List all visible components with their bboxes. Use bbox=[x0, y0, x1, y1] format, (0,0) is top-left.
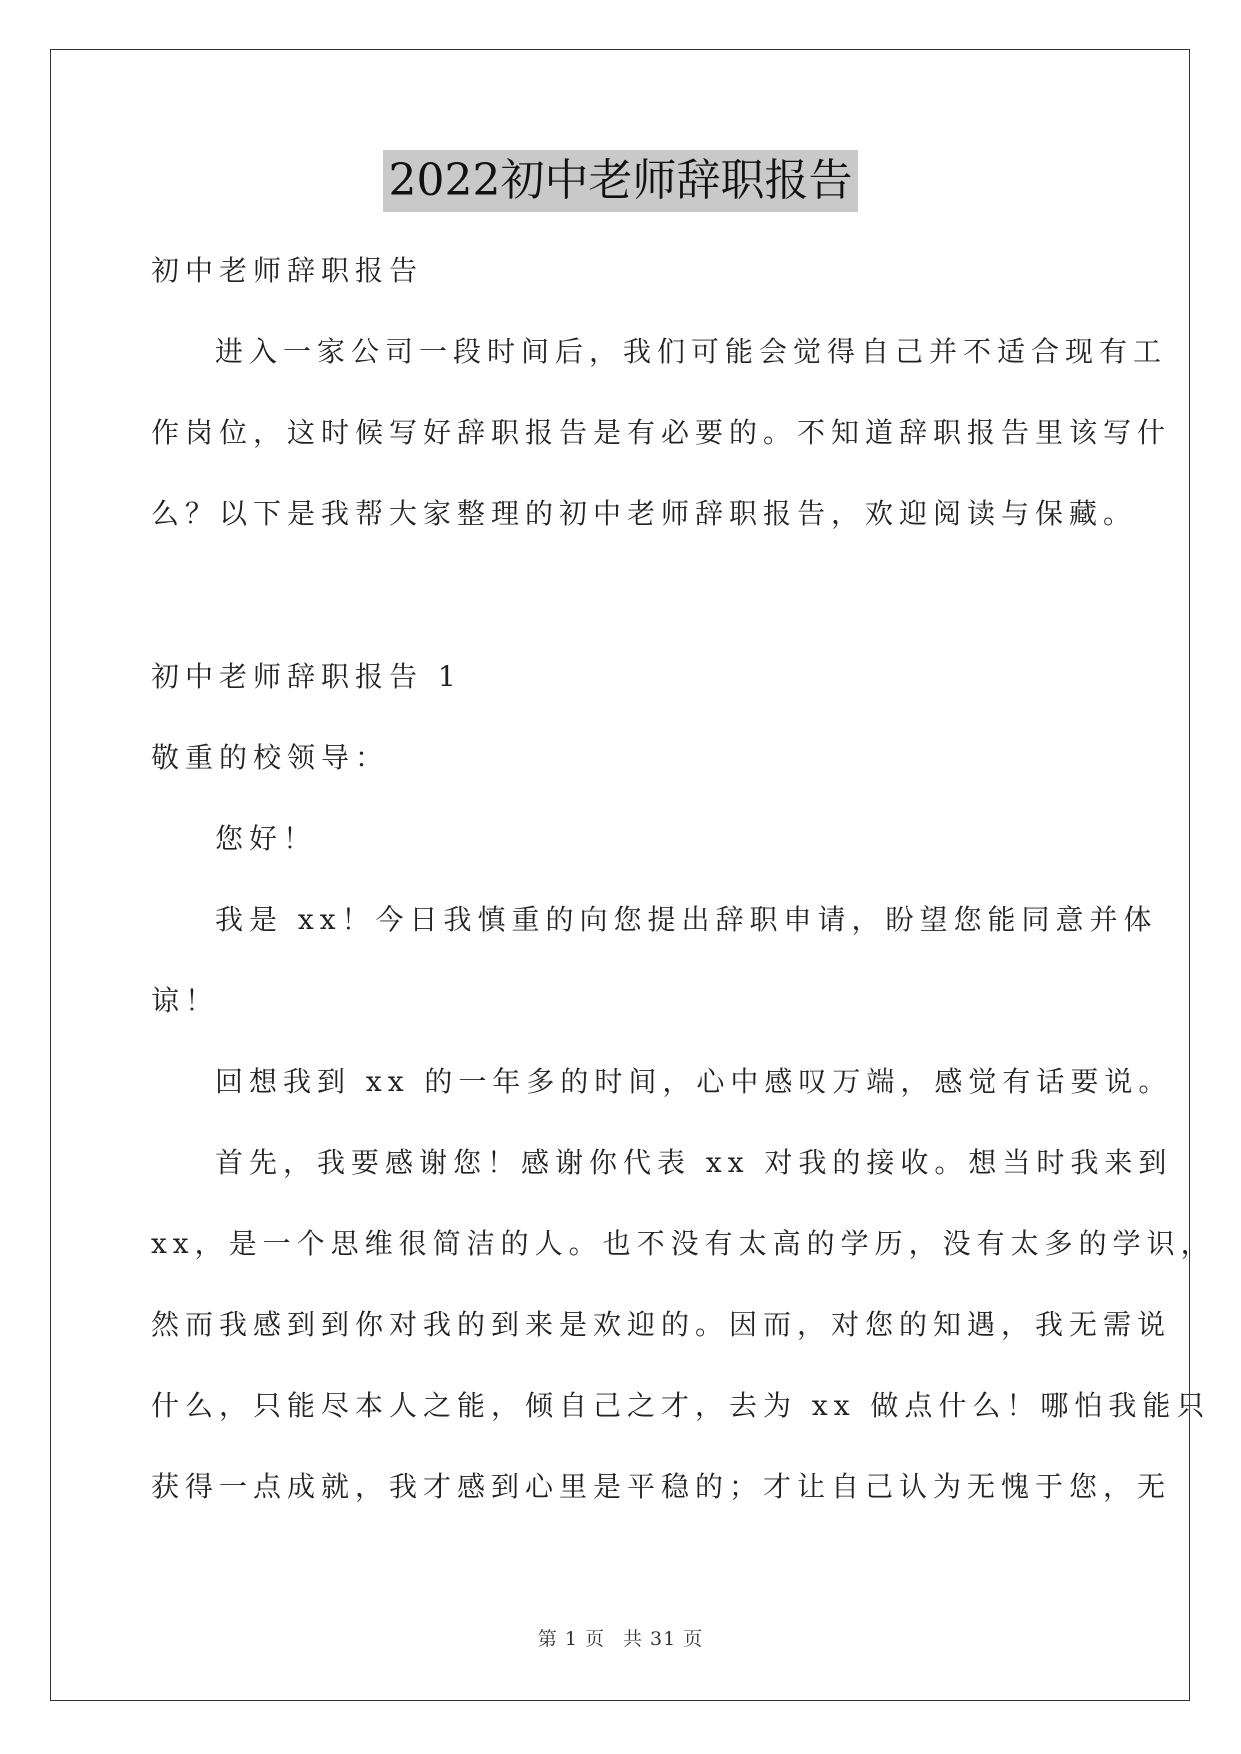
subtitle-line: 初中老师辞职报告 bbox=[151, 254, 424, 287]
page-total: 共 31 页 bbox=[622, 1628, 704, 1650]
body-line-5: xx，是一个思维很简洁的人。也不没有太高的学历，没有太多的学识， bbox=[151, 1227, 1215, 1260]
document-title: 2022初中老师辞职报告 bbox=[383, 150, 859, 212]
intro-line-3: 么？以下是我帮大家整理的初中老师辞职报告，欢迎阅读与保藏。 bbox=[151, 497, 1138, 530]
page-number: 第 1 页 bbox=[537, 1628, 605, 1650]
section-heading: 初中老师辞职报告 1 bbox=[151, 660, 462, 693]
body-line-2: 谅！ bbox=[151, 984, 220, 1017]
body-line-6: 然而我感到到你对我的到来是欢迎的。因而，对您的知遇，我无需说 bbox=[151, 1308, 1172, 1341]
body-line-7: 什么，只能尽本人之能，倾自己之才，去为 xx 做点什么！哪怕我能只 bbox=[151, 1389, 1211, 1422]
salutation-line: 敬重的校领导： bbox=[151, 741, 390, 774]
intro-line-1: 进入一家公司一段时间后，我们可能会觉得自己并不适合现有工 bbox=[215, 335, 1168, 368]
greeting-line: 您好！ bbox=[215, 822, 318, 855]
title-wrap bbox=[0, 150, 1241, 212]
intro-line-2: 作岗位，这时候写好辞职报告是有必要的。不知道辞职报告里该写什 bbox=[151, 416, 1172, 449]
body-line-3: 回想我到 xx 的一年多的时间，心中感叹万端，感觉有话要说。 bbox=[215, 1065, 1173, 1098]
body-line-1: 我是 xx！今日我慎重的向您提出辞职申请，盼望您能同意并体 bbox=[215, 903, 1158, 936]
paragraph-gap bbox=[151, 554, 1111, 636]
body-line-4: 首先，我要感谢您！感谢你代表 xx 对我的接收。想当时我来到 bbox=[215, 1146, 1173, 1179]
body-line-8: 获得一点成就，我才感到心里是平稳的；才让自己认为无愧于您，无 bbox=[151, 1470, 1172, 1503]
document-body bbox=[151, 230, 1215, 1527]
page-footer bbox=[0, 1624, 1241, 1651]
